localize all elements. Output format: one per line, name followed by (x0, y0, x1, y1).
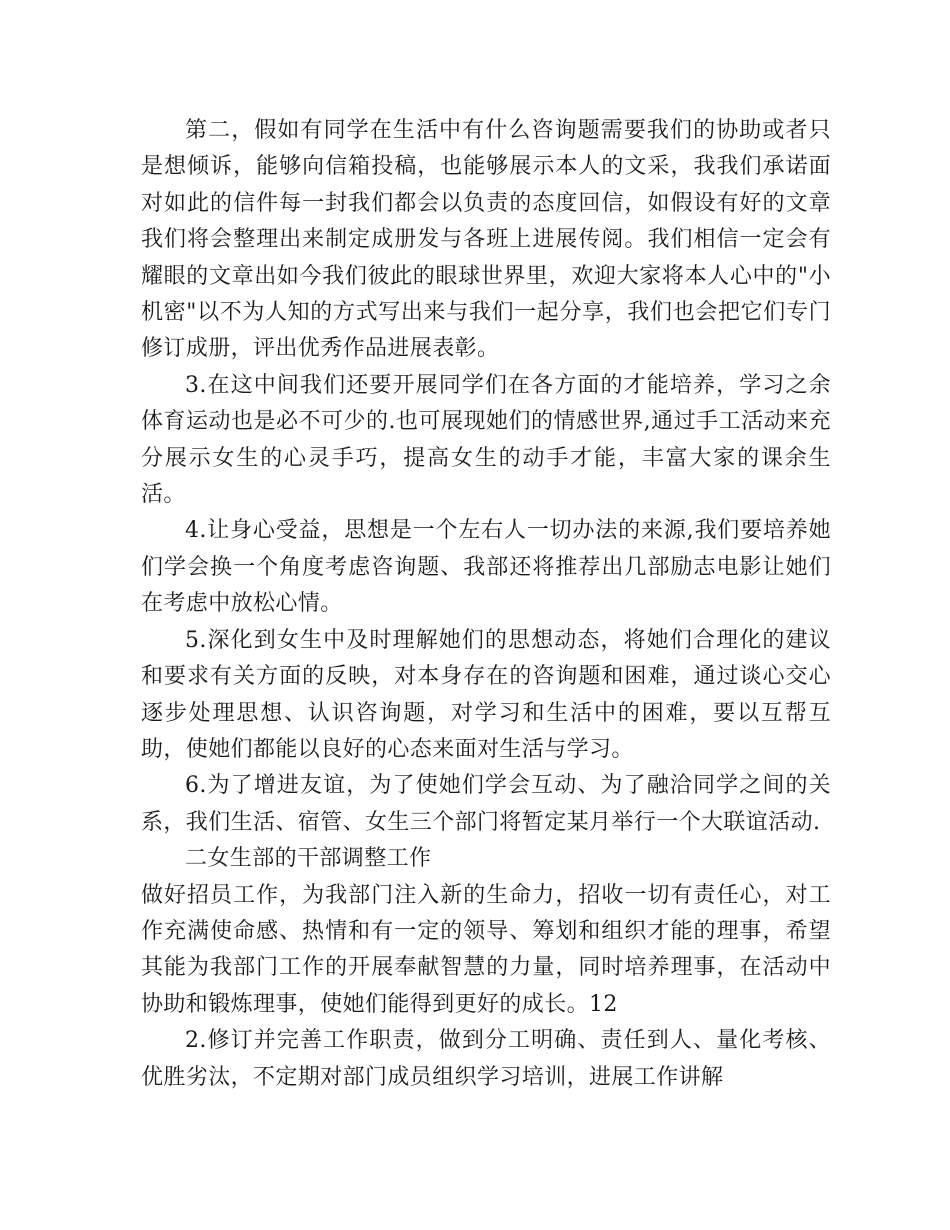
paragraph-letterbox: 第二，假如有同学在生活中有什么咨询题需要我们的协助或者只是想倾诉，能够向信箱投稿，也能够展示本人的文采，我我们承诺面对如此的信件每一封我们都会以负责的态度回信，如假设有好的文章我们将会整理出来制定成册发与各班上进展传阅。我们相信一定会有耀眼的文章出如今我们彼此的眼球世界里，欢迎大家将本人心中的"小机密"以不为人知的方式写出来与我们一起分享，我们也会把它们专门修订成册，评出优秀作品进展表彰。 (141, 118, 831, 362)
paragraph-understand-thoughts: 5.深化到女生中及时理解她们的思想动态，将她们合理化的建议和要求有关方面的反映，对本身存在的咨询题和困难，通过谈心交心逐步处理思想、认识咨询题，对学习和生活中的困难，要以互帮互助，使她们都能以良好的心态来面对生活与学习。 (141, 627, 831, 762)
paragraph-duties-revision: 2.修订并完善工作职责，做到分工明确、责任到人、量化考核、优胜劣汰，不定期对部门成员组织学习培训，进展工作讲解 (141, 1028, 831, 1090)
document-body (141, 113, 831, 1096)
section-heading-staff-adjustment: 二女生部的干部调整工作 (185, 846, 432, 872)
paragraph-friendship-event: 6.为了增进友谊，为了使她们学会互动、为了融洽同学之间的关系，我们生活、宿管、女生三个部门将暂定某月举行一个大联谊活动. (141, 773, 831, 835)
paragraph-recruitment: 做好招员工作，为我部门注入新的生命力，招收一切有责任心，对工作充满使命感、热情和有一定的领导、筹划和组织才能的理事，希望其能为我部门工作的开展奉献智慧的力量，同时培养理事，在活动中协助和锻炼理事，使她们能得到更好的成长。12 (141, 882, 831, 1017)
paragraph-skills-training: 3.在这中间我们还要开展同学们在各方面的才能培养，学习之余体育运动也是必不可少的.也可展现她们的情感世界,通过手工活动来充分展示女生的心灵手巧，提高女生的动手才能，丰富大家的课余生活。 (141, 372, 831, 508)
paragraph-mental-benefit: 4.让身心受益，思想是一个左右人一切办法的来源,我们要培养她们学会换一个角度考虑咨询题、我部还将推荐出几部励志电影让她们在考虑中放松心情。 (141, 518, 831, 617)
